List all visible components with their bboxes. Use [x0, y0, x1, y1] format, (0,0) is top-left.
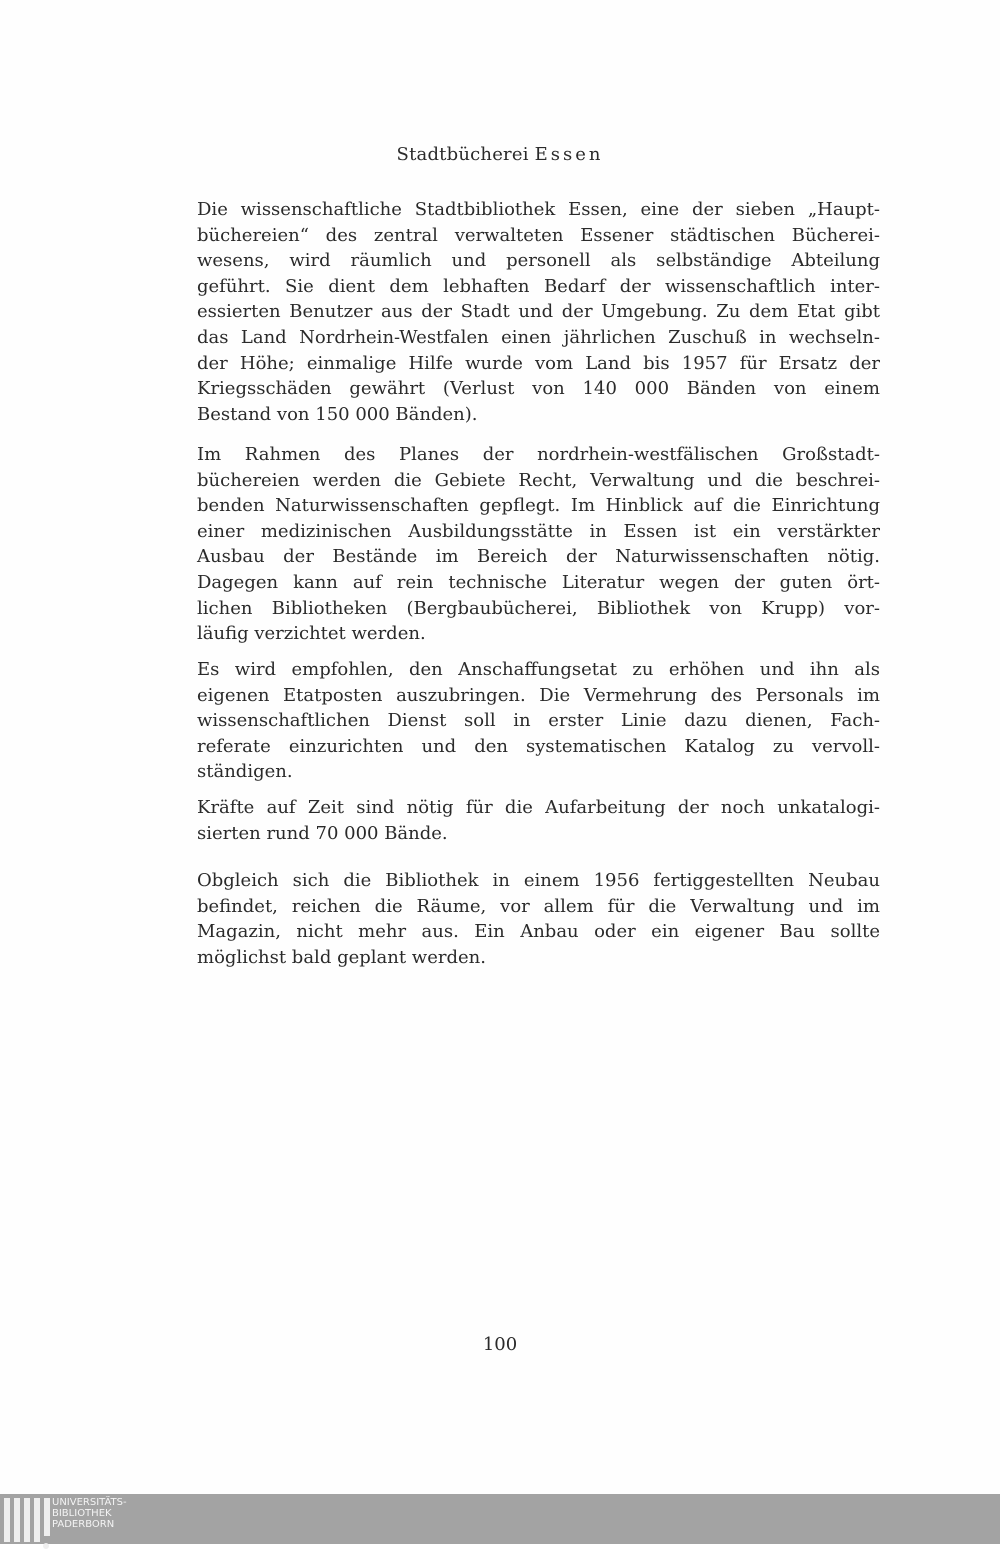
text-line: ständigen. — [197, 761, 293, 783]
text-line: Ausbau der Bestände im Bereich der Naturwissenschaften nötig. — [197, 546, 880, 568]
text-line: Magazin, nicht mehr aus. Ein Anbau oder ein eigener Bau sollte — [197, 921, 880, 943]
text-line: geführt. Sie dient dem lebhaften Bedarf der wissenschaftlich inter- — [197, 275, 880, 297]
text-line: Die wissenschaftliche Stadtbibliothek Essen, eine der sieben „Haupt- — [197, 199, 880, 220]
page-heading — [0, 144, 1000, 165]
text-line: Bestand von 150 000 Bänden). — [197, 403, 478, 425]
logo-line: PADERBORN — [52, 1519, 115, 1530]
paragraph — [197, 795, 880, 846]
text-line: Dagegen kann auf rein technische Literatur wegen der guten ört- — [197, 571, 880, 593]
text-line: essierten Benutzer aus der Stadt und der Umgebung. Zu dem Etat gibt — [197, 301, 880, 323]
text-line: benden Naturwissenschaften gepflegt. Im Hinblick auf die Einrichtung — [197, 495, 880, 517]
text-line: möglichst bald geplant werden. — [197, 946, 486, 968]
text-line: büchereien“ des zentral verwalteten Essener städtischen Bücherei- — [197, 224, 880, 246]
paragraph — [197, 197, 880, 427]
paragraph — [197, 442, 880, 647]
text-line: wissenschaftlichen Dienst soll in erster Linie dazu dienen, Fach- — [197, 710, 880, 732]
text-line: Obgleich sich die Bibliothek in einem 1956 fertiggestellten Neubau — [197, 870, 880, 891]
text-line: einer medizinischen Ausbildungsstätte in Essen ist ein verstärkter — [197, 520, 880, 542]
heading-prefix: Stadtbücherei — [396, 144, 535, 165]
text-line: wesens, wird räumlich und personell als selbständige Abteilung — [197, 250, 880, 272]
text-line: Es wird empfohlen, den Anschaffungsetat zu erhöhen und ihn als — [197, 659, 880, 680]
text-line: büchereien werden die Gebiete Recht, Verwaltung und die beschrei- — [197, 469, 880, 491]
paragraph — [197, 868, 880, 970]
text-line: Kräfte auf Zeit sind nötig für die Aufarbeitung der noch unkatalogi- — [197, 797, 880, 818]
text-line: eigenen Etatposten auszubringen. Die Vermehrung des Personals im — [197, 684, 880, 706]
page-number: 100 — [482, 1334, 518, 1355]
text-line: befindet, reichen die Räume, vor allem für die Verwaltung und im — [197, 895, 880, 917]
text-line: Kriegsschäden gewährt (Verlust von 140 000 Bänden von einem — [197, 378, 880, 400]
text-line: der Höhe; einmalige Hilfe wurde vom Land bis 1957 für Ersatz der — [197, 352, 880, 374]
paragraph — [197, 657, 880, 785]
logo-line: BIBLIOTHEK — [52, 1508, 112, 1519]
library-footer-bar — [0, 1494, 1000, 1544]
library-logo-text — [52, 1497, 127, 1530]
text-line: läufig verzichtet werden. — [197, 623, 426, 645]
logo-line: UNIVERSITÄTS- — [52, 1497, 127, 1508]
text-line: sierten rund 70 000 Bände. — [197, 822, 448, 844]
text-line: lichen Bibliotheken (Bergbaubücherei, Bibliothek von Krupp) vor- — [197, 597, 880, 619]
text-line: referate einzurichten und den systematischen Katalog zu vervoll- — [197, 735, 880, 757]
text-line: Im Rahmen des Planes der nordrhein-westfälischen Großstadt- — [197, 444, 880, 465]
text-line: das Land Nordrhein-Westfalen einen jährlichen Zuschuß in wechseln- — [197, 326, 880, 348]
heading-place: Essen — [534, 144, 604, 165]
